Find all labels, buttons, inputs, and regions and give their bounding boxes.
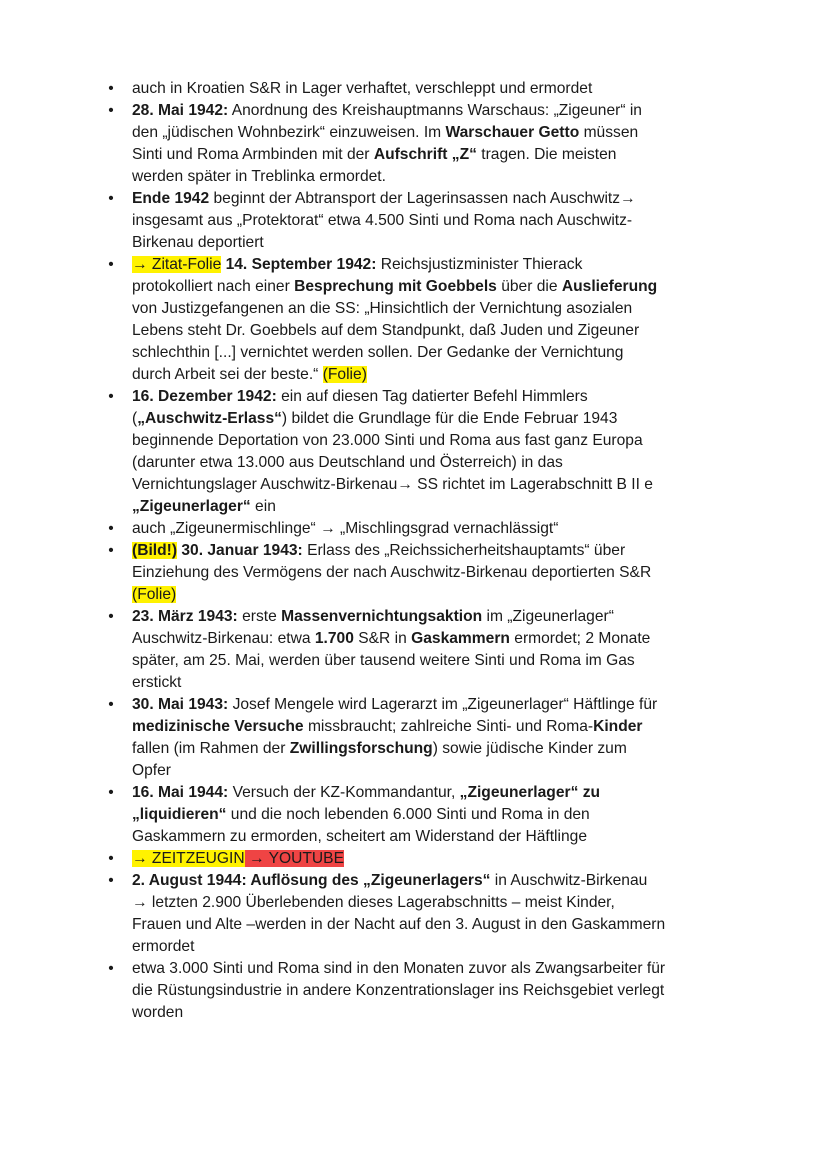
bullet-list [106,78,666,1024]
item-text: fallen (im Rahmen der [132,740,290,757]
item-bold: „Zigeunerlager“ zu „liquidieren“ [132,784,601,823]
bullet-icon: • [108,784,114,801]
item-text: von Justizgefangenen an die SS: „Hinsichtlich der Vernichtung asozialen Lebens steht Dr. Goebbels auf dem Standpunkt, daß Juden und Zigeuner schlechthin [...] vernichtet werden sollen. Der Gedanke der Vernichtung durch Arbeit sei der beste.“ [132,300,640,383]
item-text: im „Zigeunerlager“ Auschwitz-Birkenau: etwa [132,608,614,647]
highlight-folie: (Folie) [132,586,177,603]
item-text: ) sowie jüdische Kinder zum Opfer [132,740,627,779]
bullet-icon: • [108,850,114,867]
item-bold: Gaskammern [411,630,510,647]
item-text: in Auschwitz-Birkenau → letzten 2.900 Überlebenden dieses Lagerabschnitts – meist Kinder, Frauen und Alte –werden in der Nacht auf den 3. August in den Gaskammern ermordet [132,872,666,955]
item-date: 23. März 1943: [132,608,238,625]
bullet-icon: • [108,190,114,207]
list-item [106,848,666,870]
bullet-icon: • [108,542,114,559]
item-bold: Massenvernichtungsaktion [281,608,483,625]
item-bold: Warschauer Getto [445,124,580,141]
item-date: Ende 1942 [132,190,210,207]
item-text: S&R in [353,630,412,647]
highlight-youtube: → YOUTUBE [244,850,344,867]
item-text: ein [250,498,276,515]
item-date: 30. Januar 1943: [177,542,303,559]
item-date: 2. August 1944: Auflösung des „Zigeunerlagers“ [132,872,491,889]
list-item [106,518,666,540]
list-item [106,254,666,386]
bullet-icon: • [108,520,114,537]
item-date: 14. September 1942: [221,256,377,273]
item-bold: Kinder [593,718,643,735]
item-bold: 1.700 [314,630,354,647]
bullet-icon: • [108,80,114,97]
item-date: 16. Mai 1944: [132,784,229,801]
item-bold: medizinische Versuche [132,718,304,735]
bullet-icon: • [108,608,114,625]
item-text: Anordnung des Kreishauptmanns Warschaus: „Zigeuner“ in den „jüdischen Wohnbezirk“ einzuweisen. Im [132,102,642,141]
item-text: etwa 3.000 Sinti und Roma sind in den Monaten zuvor als Zwangsarbeiter für die Rüstungsindustrie in andere Konzentrationslager ins Reichsgebiet verlegt worden [132,960,666,1021]
item-text: missbraucht; zahlreiche Sinti- und Roma- [303,718,594,735]
list-item [106,540,666,606]
item-text: Versuch der KZ-Kommandantur, [228,784,460,801]
item-text: ermordet; 2 Monate später, am 25. Mai, werden über tausend weitere Sinti und Roma im Gas erstickt [132,630,651,691]
item-text: erste [237,608,282,625]
highlight-zeitzeugin: → ZEITZEUGIN [132,850,245,867]
list-item [106,100,666,188]
bullet-icon: • [108,872,114,889]
item-text: Josef Mengele wird Lagerarzt im „Zigeunerlager“ Häftlinge für [228,696,658,713]
item-date: 16. Dezember 1942: [132,388,277,405]
item-text: und die noch lebenden 6.000 Sinti und Roma in den Gaskammern zu ermorden, scheitert am Widerstand der Häftlinge [132,806,590,845]
highlight-folie: (Folie) [322,366,367,383]
item-text: müssen Sinti und Roma Armbinden mit der [132,124,639,163]
item-text: auch in Kroatien S&R in Lager verhaftet, verschleppt und ermordet [132,80,593,97]
item-text: auch „Zigeunermischlinge“ → „Mischlingsgrad vernachlässigt“ [132,520,559,537]
bullet-icon: • [108,102,114,119]
list-item [106,870,666,958]
item-bold: „Auschwitz-Erlass“ [137,410,282,427]
list-item [106,958,666,1024]
item-text: Reichsjustizminister Thierack protokolliert nach einer [132,256,583,295]
item-text: Erlass des „Reichssicherheitshauptamts“ über Einziehung des Vermögens der nach Auschwitz-Birkenau deportierten S&R [132,542,652,581]
item-date: 30. Mai 1943: [132,696,229,713]
list-item [106,694,666,782]
item-bold: Besprechung mit Goebbels [294,278,497,295]
item-bold: Aufschrift „Z“ [373,146,477,163]
item-text: ein auf diesen Tag datierter Befehl Himmlers ( [132,388,588,427]
item-date: 28. Mai 1942: [132,102,229,119]
item-text: über die [496,278,562,295]
list-item [106,606,666,694]
item-text: beginnt der Abtransport der Lagerinsassen nach Auschwitz→ insgesamt aus „Protektorat“ etwa 4.500 Sinti und Roma nach Auschwitz-Birkenau deportiert [132,190,636,251]
bullet-icon: • [108,388,114,405]
list-item [106,78,666,100]
item-bold: Auslieferung [561,278,658,295]
bullet-icon: • [108,696,114,713]
list-item [106,386,666,518]
highlight-bild: (Bild!) [132,542,178,559]
item-text: ) bildet die Grundlage für die Ende Februar 1943 beginnende Deportation von 23.000 Sinti und Roma aus fast ganz Europa (darunter etwa 13.000 aus Deutschland und Österreich) in das Vernichtungslager Auschwitz-Birkenau→ SS richtet im Lagerabschnitt B II e [132,410,653,493]
item-text: tragen. Die meisten werden später in Treblinka ermordet. [132,146,617,185]
list-item [106,188,666,254]
bullet-icon: • [108,960,114,977]
list-item [106,782,666,848]
bullet-icon: • [108,256,114,273]
item-bold: Zwillingsforschung [289,740,433,757]
item-bold: „Zigeunerlager“ [132,498,251,515]
highlight-zitat-folie: → Zitat-Folie [132,256,222,273]
